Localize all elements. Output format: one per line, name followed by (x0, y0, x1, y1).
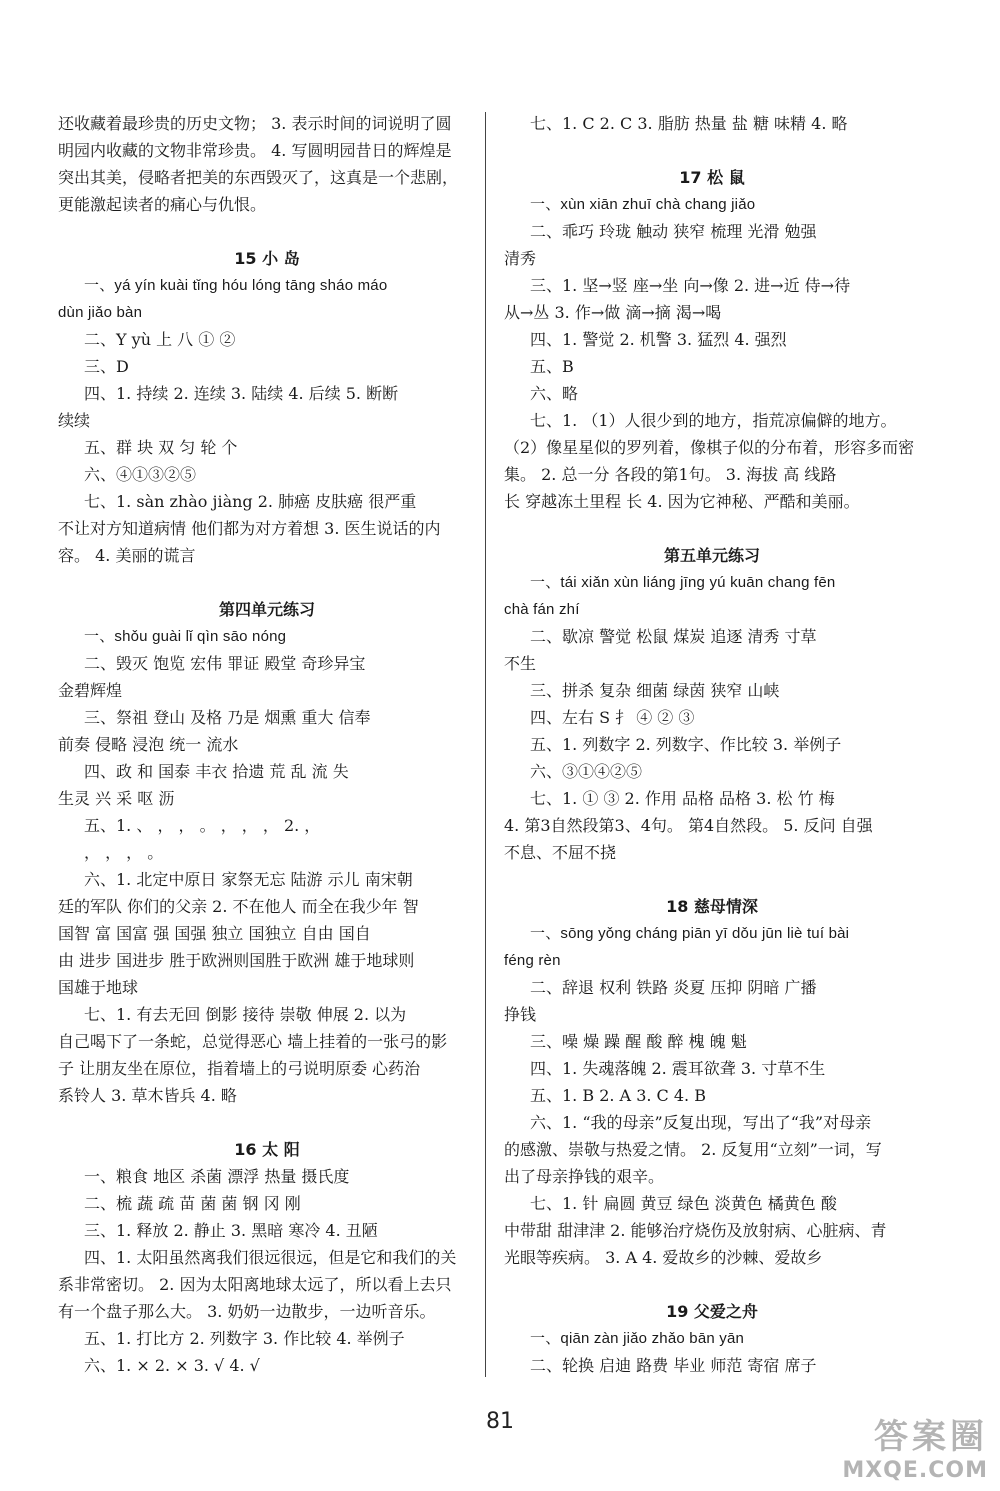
text-line: 容。 4. 美丽的谎言 (58, 546, 196, 565)
right-column (504, 110, 920, 1379)
text-line: 四、1. 持续 2. 连续 3. 陆续 4. 后续 5. 断断 (84, 384, 399, 403)
text-line: 二、Y yù 上 八 ① ② (84, 330, 236, 349)
text-line: 还收藏着最珍贵的历史文物； 3. 表示时间的词说明了圆 (58, 114, 452, 133)
text-line: 五、B (530, 357, 574, 376)
text-line: 长 穿越冻土里程 长 4. 因为它神秘、严酷和美丽。 (504, 492, 860, 511)
text-line: 三、D (84, 357, 129, 376)
text-line: 4. 第3自然段第3、4句。 第4自然段。 5. 反问 自强 (504, 816, 873, 835)
text-line: 一、qiān zàn jiǎo zhǎo bān yān (530, 1330, 745, 1347)
watermark-url: MXQE.COM (842, 1458, 988, 1483)
unit-5-exercise (504, 542, 920, 866)
text-line: 国雄于地球 (58, 978, 139, 997)
section-title: 第四单元练习 (218, 600, 315, 619)
text-line: 集。 2. 总一分 各段的第1句。 3. 海拔 高 线路 (504, 465, 837, 484)
text-line: 四、1. 警觉 2. 机警 3. 猛烈 4. 强烈 (530, 330, 787, 349)
page-number: 81 (486, 1409, 514, 1434)
section-17 (504, 164, 920, 515)
text-line: 系铃人 3. 草木皆兵 4. 略 (58, 1086, 237, 1105)
text-line: 七、1. sàn zhào jiàng 2. 肺癌 皮肤癌 很严重 (84, 492, 417, 511)
text-line: 二、毁灭 饱览 宏伟 罪证 殿堂 奇珍异宝 (84, 654, 366, 673)
text-line: 自己喝下了一条蛇，总觉得恶心 墙上挂着的一张弓的影 (58, 1032, 448, 1051)
section-16 (58, 1136, 476, 1379)
text-line: 一、粮食 地区 杀菌 漂浮 热量 摄氏度 (84, 1167, 350, 1186)
text-line: 明园内收藏的文物非常珍贵。 4. 写圆明园昔日的辉煌是 (58, 141, 452, 160)
text-line: 二、辞退 权利 铁路 炎夏 压抑 阴暗 广播 (530, 978, 817, 997)
watermark-logo (820, 1409, 988, 1481)
text-line: chà fán zhí (504, 601, 580, 618)
section-title: 17 松 鼠 (679, 168, 745, 187)
section-title: 15 小 岛 (234, 249, 300, 268)
text-line: 系非常密切。 2. 因为太阳离地球太远了，所以看上去只 (58, 1275, 452, 1294)
text-line: 生灵 兴 采 呕 沥 (58, 789, 175, 808)
text-line: 一、sōng yǒng cháng piān yī dǒu jūn liè tuí bài (530, 925, 850, 942)
text-line: 更能激起读者的痛心与仇恨。 (58, 195, 267, 214)
text-line: 三、1. 坚→竖 座→坐 向→像 2. 进→近 侍→待 (530, 276, 851, 295)
text-line: 五、1. B 2. A 3. C 4. B (530, 1086, 706, 1105)
text-line: féng rèn (504, 952, 561, 969)
text-line: 五、1. 打比方 2. 列数字 3. 作比较 4. 举例子 (84, 1329, 405, 1348)
text-line: 四、政 和 国泰 丰衣 拾遗 荒 乱 流 失 (84, 762, 349, 781)
text-line: 四、1. 太阳虽然离我们很远很远，但是它和我们的关 (84, 1248, 457, 1267)
text-line: 清秀 (504, 249, 537, 268)
section-title: 第五单元练习 (663, 546, 760, 565)
text-line: 不生 (504, 654, 537, 673)
text-line: 有一个盘子那么大。 3. 奶奶一边散步，一边听音乐。 (58, 1302, 436, 1321)
text-line: 七、1. ① ③ 2. 作用 品格 品格 3. 松 竹 梅 (530, 789, 835, 808)
text-line: 一、tái xiǎn xùn liáng jīng yú kuān chang fēn (530, 574, 836, 591)
section-title: 19 父爱之舟 (666, 1302, 758, 1321)
text-line: 挣钱 (504, 1005, 537, 1024)
text-line: 一、shǒu guài lǐ qìn sāo nóng (84, 628, 287, 645)
section-title: 16 太 阳 (234, 1140, 300, 1159)
text-line: 六、1. 北定中原日 家祭无忘 陆游 示儿 南宋朝 (84, 870, 413, 889)
section-15 (58, 245, 476, 569)
text-line: 五、群 块 双 匀 轮 个 (84, 438, 238, 457)
text-line: 二、歇凉 警觉 松鼠 煤炭 追逐 清秀 寸草 (530, 627, 817, 646)
text-line: 突出其美，侵略者把美的东西毁灭了，这真是一个悲剧， (58, 168, 459, 187)
text-line: 三、拼杀 复杂 细菌 绿茵 狭窄 山峡 (530, 681, 780, 700)
text-line: 三、祭祖 登山 及格 乃是 烟熏 重大 信奉 (84, 708, 371, 727)
text-line: 二、梳 蔬 疏 苗 菌 菌 钢 冈 刚 (84, 1194, 301, 1213)
text-line: 七、1. C 2. C 3. 脂肪 热量 盐 糖 味精 4. 略 (530, 114, 848, 133)
text-line: 四、左右 S 扌 ④ ② ③ (530, 708, 695, 727)
text-line: 不让对方知道病情 他们都为对方着想 3. 医生说话的内 (58, 519, 441, 538)
text-line: 金碧辉煌 (58, 681, 123, 700)
column-divider (485, 112, 486, 1377)
text-line: 续续 (58, 411, 91, 430)
text-line: 中带甜 甜津津 2. 能够治疗烧伤及放射病、心脏病、青 (504, 1221, 887, 1240)
text-line: ， ， ， 。 (84, 843, 164, 862)
watermark-title: 答案圈 (874, 1417, 988, 1457)
text-line: 的感激、崇敬与热爱之情。 2. 反复用“立刻”一词，写 (504, 1140, 882, 1159)
section-18 (504, 893, 920, 1271)
unit-4-exercise (58, 596, 476, 1109)
left-column (58, 110, 476, 1379)
text-line: 前奏 侵略 浸泡 统一 流水 (58, 735, 239, 754)
text-line: 二、轮换 启迪 路费 毕业 师范 寄宿 席子 (530, 1356, 817, 1375)
text-line: 不息、不屈不挠 (504, 843, 617, 862)
intro-block (58, 110, 476, 218)
text-line: 从→丛 3. 作→做 滴→摘 渴→喝 (504, 303, 722, 322)
text-line: 出了母亲挣钱的艰辛。 (504, 1167, 665, 1186)
section-16-tail (504, 110, 920, 137)
text-line: 六、④①③②⑤ (84, 465, 197, 484)
text-line: （2）像星星似的罗列着，像棋子似的分布着，形容多而密 (504, 438, 915, 457)
text-line: dùn jiǎo bàn (58, 304, 143, 321)
text-line: 三、1. 释放 2. 静止 3. 黑暗 寒冷 4. 丑陋 (84, 1221, 378, 1240)
text-line: 一、xùn xiān zhuī chà chang jiǎo (530, 196, 756, 213)
text-line: 二、乖巧 玲珑 触动 狭窄 梳理 光滑 勉强 (530, 222, 817, 241)
text-line: 一、yá yín kuài tǐng hóu lóng tāng sháo máo (84, 277, 388, 294)
text-line: 四、1. 失魂落魄 2. 震耳欲聋 3. 寸草不生 (530, 1059, 826, 1078)
text-line: 六、略 (530, 384, 579, 403)
section-19 (504, 1298, 920, 1379)
text-line: 廷的军队 你们的父亲 2. 不在他人 而全在我少年 智 (58, 897, 419, 916)
text-line: 子 让朋友坐在原位，指着墙上的弓说明原委 心药治 (58, 1059, 421, 1078)
text-line: 六、1. “我的母亲”反复出现，写出了“我”对母亲 (530, 1113, 872, 1132)
text-line: 七、1. （1）人很少到的地方，指荒凉偏僻的地方。 (530, 411, 897, 430)
text-line: 国智 富 国富 强 国强 独立 国独立 自由 国自 (58, 924, 371, 943)
text-line: 由 进步 国进步 胜于欧洲则国胜于欧洲 雄于地球则 (58, 951, 415, 970)
text-line: 六、1. × 2. × 3. √ 4. √ (84, 1356, 260, 1375)
text-line: 六、③①④②⑤ (530, 762, 643, 781)
text-line: 光眼等疾病。 3. A 4. 爱故乡的沙棘、爱故乡 (504, 1248, 823, 1267)
text-line: 五、1. 、 ， ， 。 ， ， ， 2. ， (84, 816, 321, 835)
text-line: 七、1. 有去无回 倒影 接待 崇敬 伸展 2. 以为 (84, 1005, 407, 1024)
text-line: 三、噪 燥 躁 醒 酸 醉 槐 魄 魁 (530, 1032, 747, 1051)
text-line: 七、1. 针 扁圆 黄豆 绿色 淡黄色 橘黄色 酸 (530, 1194, 837, 1213)
text-line: 五、1. 列数字 2. 列数字、作比较 3. 举例子 (530, 735, 842, 754)
section-title: 18 慈母情深 (666, 897, 758, 916)
